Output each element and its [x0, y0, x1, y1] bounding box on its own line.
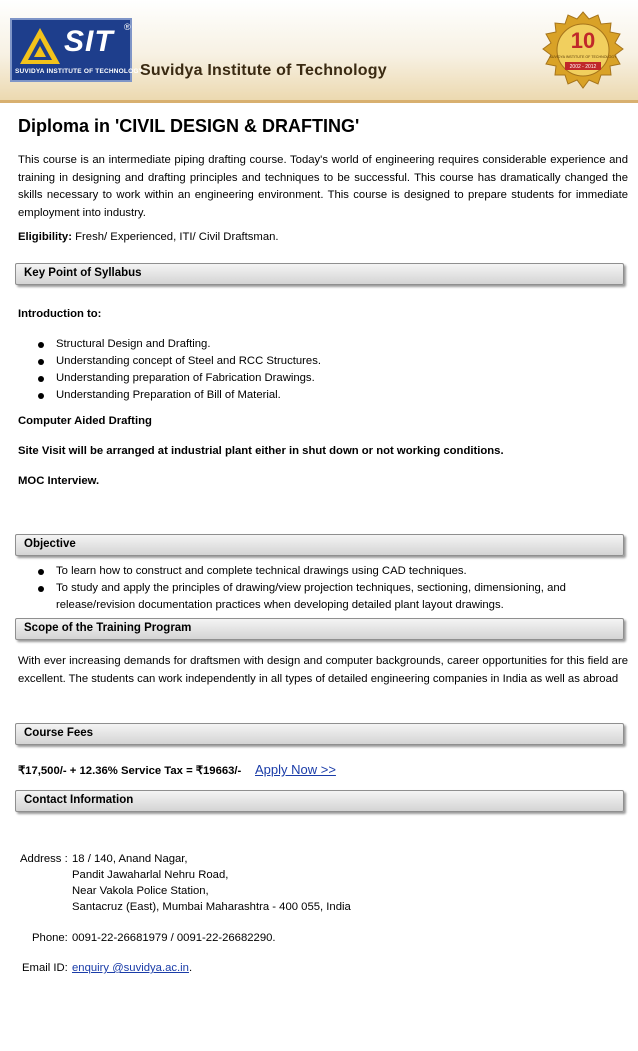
page-title: Diploma in 'CIVIL DESIGN & DRAFTING' — [18, 116, 360, 136]
list-item: Understanding Preparation of Bill of Material. — [38, 387, 321, 404]
fees-text: ₹17,500/- + 12.36% Service Tax = ₹19663/- — [18, 765, 242, 777]
list-item: Understanding preparation of Fabrication Drawings. — [38, 370, 321, 387]
badge-text: SUVIDYA INSTITUTE OF TECHNOLOGY — [549, 55, 617, 59]
sit-logo[interactable] — [10, 18, 151, 82]
objective-heading: Objective — [24, 538, 76, 550]
registered-mark: ® — [124, 22, 131, 32]
email-link[interactable]: enquiry @suvidya.ac.in — [72, 962, 189, 974]
contact-header — [15, 790, 624, 812]
scope-header — [15, 618, 624, 640]
phone-number: 0091-22-26681979 / 0091-22-26682290. — [72, 932, 276, 944]
syllabus-header — [15, 263, 624, 285]
eligibility-label: Eligibility: — [18, 231, 72, 243]
email-label: Email ID: — [22, 962, 68, 974]
badge-number: 10 — [570, 28, 596, 53]
list-item: To learn how to construct and complete technical drawings using CAD techniques. — [38, 563, 598, 580]
introduction-label: Introduction to: — [18, 308, 102, 320]
eligibility-value: Fresh/ Experienced, ITI/ Civil Draftsman. — [75, 231, 279, 243]
fees-header — [15, 723, 624, 745]
list-item: Understanding concept of Steel and RCC Structures. — [38, 353, 321, 370]
objective-list — [38, 563, 598, 614]
list-item: To study and apply the principles of drawing/view projection techniques, sectioning, dimensioning, and release/revision documentation practices when developing detailed plant layout drawings. — [38, 580, 598, 614]
anniversary-badge-icon — [535, 10, 631, 96]
email-suffix: . — [188, 962, 193, 974]
address-label: Address : — [20, 853, 68, 865]
site-visit-note: Site Visit will be arranged at industrial plant either in shut down or not working conditions. — [18, 445, 504, 457]
scope-heading: Scope of the Training Program — [24, 622, 192, 634]
contact-heading: Contact Information — [24, 794, 134, 806]
list-item: Structural Design and Drafting. — [38, 336, 321, 353]
scope-text: With ever increasing demands for draftsmen with design and computer backgrounds, career opportunities for this field are excellent. The students can work independently in all types of detailed engineering companies in India as well as abroad — [18, 655, 628, 685]
phone-label: Phone: — [32, 932, 68, 944]
email-row — [72, 962, 192, 974]
fees-heading: Course Fees — [24, 727, 94, 739]
address-line: Pandit Jawaharlal Nehru Road, — [72, 869, 229, 881]
logo-subtitle: SUVIDYA INSTITUTE OF TECHNOLOGY © — [15, 68, 151, 75]
page-header — [0, 0, 638, 103]
syllabus-heading: Key Point of Syllabus — [24, 267, 142, 279]
logo-text: SIT — [64, 25, 114, 58]
moc-interview: MOC Interview. — [18, 475, 100, 487]
address-line: Near Vakola Police Station, — [72, 885, 209, 897]
institute-name: Suvidya Institute of Technology — [140, 62, 387, 79]
address-line: 18 / 140, Anand Nagar, — [72, 853, 188, 865]
eligibility — [18, 231, 279, 243]
objective-header — [15, 534, 624, 556]
syllabus-list — [38, 336, 321, 404]
course-description: This course is an intermediate piping drafting course. Today's world of engineering requires considerable experience and training in designing and drafting principles and techniques to be successful. This course has dramatically changed the skills necessary to work within an engineering environment. This course is designed to prepare students for immediate employment into industry. — [18, 154, 628, 219]
apply-now-link[interactable]: Apply Now >> — [255, 762, 336, 777]
address-line: Santacruz (East), Mumbai Maharashtra - 400 055, India — [72, 901, 351, 913]
triangle-logo-icon — [18, 26, 62, 66]
cad-label: Computer Aided Drafting — [18, 415, 152, 427]
badge-years: 2002 - 2012 — [569, 64, 597, 70]
